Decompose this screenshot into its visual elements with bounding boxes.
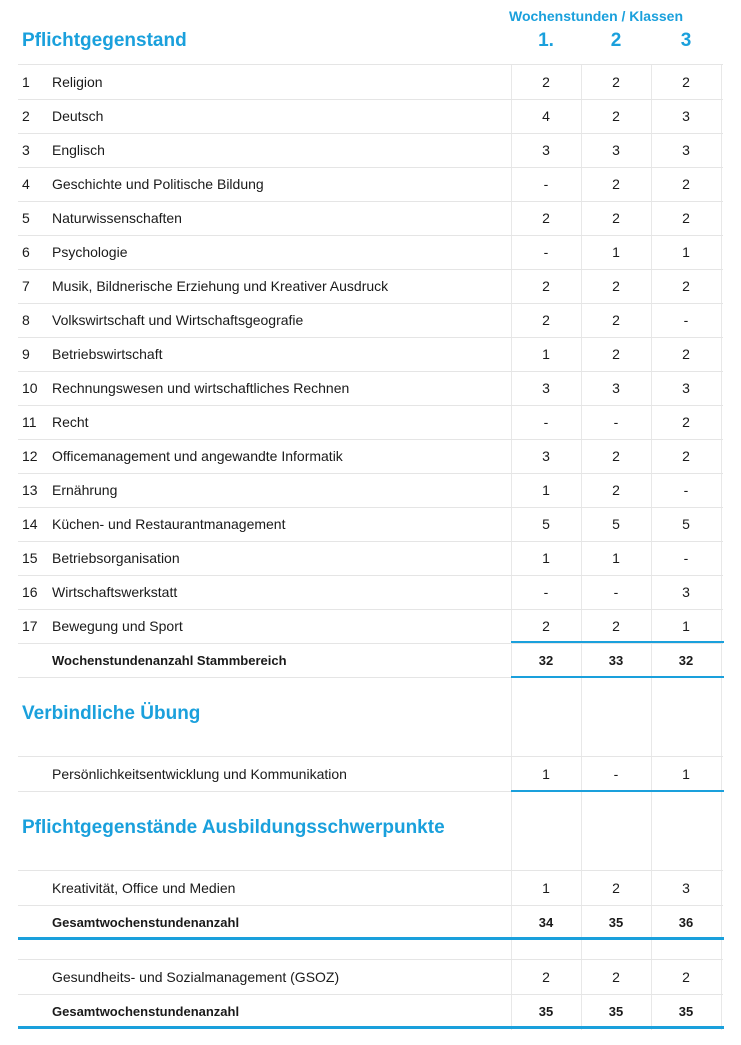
hours-cell: 1 [682, 618, 690, 634]
table-row [18, 507, 723, 542]
hours-cell: 2 [682, 448, 690, 464]
total-cell: 35 [608, 915, 624, 930]
hours-cell: 2 [612, 176, 620, 192]
hours-cell: 2 [612, 278, 620, 294]
table-row [18, 609, 723, 644]
total-rule [511, 676, 724, 678]
row-number: 17 [22, 618, 38, 634]
hours-cell: 2 [612, 880, 620, 896]
subject-name: Kreativität, Office und Medien [52, 880, 236, 896]
hours-cell: 2 [682, 346, 690, 362]
hours-cell: 2 [542, 312, 550, 328]
section-rule-blue [511, 790, 724, 792]
hours-cell: 1 [542, 482, 550, 498]
row-number: 4 [22, 176, 30, 192]
section-title-schwerpunkte: Pflichtgegenstände Ausbildungsschwerpunkte [22, 817, 445, 838]
hours-cell: 3 [682, 380, 690, 396]
hours-cell: - [613, 766, 619, 782]
table-row [18, 269, 723, 304]
table-row [18, 235, 723, 270]
row-number: 5 [22, 210, 30, 226]
weekly-hours-label: Wochenstunden / Klassen [509, 8, 683, 24]
hours-cell: 2 [612, 74, 620, 90]
hours-cell: 2 [612, 346, 620, 362]
row-number: 13 [22, 482, 38, 498]
table-row [18, 167, 723, 202]
total-cell: 35 [608, 1004, 624, 1019]
subject-name: Küchen- und Restaurantmanagement [52, 516, 286, 532]
total-label: Gesamtwochenstundenanzahl [52, 1004, 240, 1019]
total-rule [511, 641, 724, 643]
hours-cell: - [683, 482, 689, 498]
row-number: 10 [22, 380, 38, 396]
hours-cell: 3 [542, 380, 550, 396]
hours-cell: 1 [612, 244, 620, 260]
row-number: 14 [22, 516, 38, 532]
subject-name: Volkswirtschaft und Wirtschaftsgeografie [52, 312, 304, 328]
page-title: Pflichtgegenstand [22, 30, 187, 51]
hours-cell: - [543, 176, 549, 192]
grand-total-rule [18, 1026, 724, 1029]
total-cell: 35 [678, 1004, 694, 1019]
subject-name: Recht [52, 414, 89, 430]
subject-name: Wirtschaftswerkstatt [52, 584, 178, 600]
hours-cell: 2 [612, 969, 620, 985]
total-cell: 35 [538, 1004, 554, 1019]
total-cell: 32 [678, 653, 694, 668]
total-cell: 34 [538, 915, 554, 930]
hours-cell: 2 [542, 74, 550, 90]
table-row [18, 65, 723, 100]
grand-total-row [18, 994, 723, 1028]
subject-name: Persönlichkeitsentwicklung und Kommunikation [52, 766, 347, 782]
row-number: 1 [22, 74, 30, 90]
hours-cell: - [543, 244, 549, 260]
table-row [18, 201, 723, 236]
row-number: 16 [22, 584, 38, 600]
row-number: 9 [22, 346, 30, 362]
table-row [18, 99, 723, 134]
hours-cell: 2 [612, 108, 620, 124]
row-number: 15 [22, 550, 38, 566]
hours-cell: 1 [542, 346, 550, 362]
row-number: 2 [22, 108, 30, 124]
table-row [18, 337, 723, 372]
subject-name: Gesundheits- und Sozialmanagement (GSOZ) [52, 969, 340, 985]
table-row [18, 371, 723, 406]
class-header-1: 1. [538, 30, 554, 51]
table-row [18, 871, 723, 906]
hours-cell: 2 [612, 482, 620, 498]
hours-cell: - [613, 414, 619, 430]
subject-name: Englisch [52, 142, 105, 158]
hours-cell: 2 [542, 969, 550, 985]
hours-cell: - [683, 312, 689, 328]
subject-name: Geschichte und Politische Bildung [52, 176, 264, 192]
total-label: Gesamtwochenstundenanzahl [52, 915, 240, 930]
hours-cell: 5 [542, 516, 550, 532]
hours-cell: 1 [682, 766, 690, 782]
hours-cell: 3 [612, 380, 620, 396]
hours-cell: 2 [542, 278, 550, 294]
hours-cell: 3 [682, 880, 690, 896]
hours-cell: 2 [612, 448, 620, 464]
subject-name: Betriebswirtschaft [52, 346, 163, 362]
subject-name: Deutsch [52, 108, 104, 124]
class-header-2: 2 [610, 30, 622, 51]
grand-total-row [18, 905, 723, 939]
hours-cell: 2 [682, 210, 690, 226]
subject-name: Bewegung und Sport [52, 618, 183, 634]
hours-cell: 2 [612, 618, 620, 634]
table-row [18, 541, 723, 576]
subject-name: Rechnungswesen und wirtschaftliches Rechnen [52, 380, 350, 396]
hours-cell: 2 [682, 969, 690, 985]
hours-cell: 1 [542, 766, 550, 782]
hours-cell: 2 [542, 618, 550, 634]
hours-cell: 1 [542, 550, 550, 566]
row-number: 6 [22, 244, 30, 260]
hours-cell: 2 [612, 210, 620, 226]
hours-cell: 2 [542, 210, 550, 226]
row-number: 8 [22, 312, 30, 328]
hours-cell: 2 [682, 74, 690, 90]
hours-cell: - [543, 414, 549, 430]
table-row [18, 303, 723, 338]
class-header-3: 3 [680, 30, 692, 51]
section-title-uebung: Verbindliche Übung [22, 703, 201, 724]
hours-cell: 2 [682, 176, 690, 192]
hours-cell: 3 [542, 142, 550, 158]
table-row [18, 473, 723, 508]
table-row [18, 960, 723, 995]
hours-cell: 3 [682, 108, 690, 124]
hours-cell: 3 [682, 584, 690, 600]
table-row [18, 575, 723, 610]
hours-cell: - [543, 584, 549, 600]
subject-name: Religion [52, 74, 103, 90]
hours-cell: 2 [682, 278, 690, 294]
subject-name: Ernährung [52, 482, 118, 498]
table-row [18, 133, 723, 168]
row-number: 12 [22, 448, 38, 464]
total-cell: 33 [608, 653, 624, 668]
subject-name: Naturwissenschaften [52, 210, 182, 226]
total-cell: 36 [678, 915, 694, 930]
subject-name: Officemanagement und angewandte Informatik [52, 448, 343, 464]
hours-cell: 3 [542, 448, 550, 464]
subject-name: Betriebsorganisation [52, 550, 180, 566]
hours-cell: 2 [612, 312, 620, 328]
grand-total-rule [18, 937, 724, 940]
hours-cell: 1 [542, 880, 550, 896]
hours-cell: 2 [682, 414, 690, 430]
total-cell: 32 [538, 653, 554, 668]
hours-cell: 3 [612, 142, 620, 158]
row-number: 3 [22, 142, 30, 158]
subject-name: Psychologie [52, 244, 128, 260]
hours-cell: 5 [612, 516, 620, 532]
hours-cell: 3 [682, 142, 690, 158]
table-row [18, 439, 723, 474]
row-number: 7 [22, 278, 30, 294]
hours-cell: - [683, 550, 689, 566]
subject-name: Musik, Bildnerische Erziehung und Kreativer Ausdruck [52, 278, 389, 294]
row-number: 11 [22, 414, 37, 430]
hours-cell: 4 [542, 108, 550, 124]
total-label: Wochenstundenanzahl Stammbereich [52, 653, 287, 668]
table-row [18, 757, 723, 792]
table-row [18, 405, 723, 440]
stamm-total-row [18, 643, 723, 678]
hours-cell: 5 [682, 516, 690, 532]
hours-cell: 1 [612, 550, 620, 566]
hours-cell: - [613, 584, 619, 600]
hours-cell: 1 [682, 244, 690, 260]
